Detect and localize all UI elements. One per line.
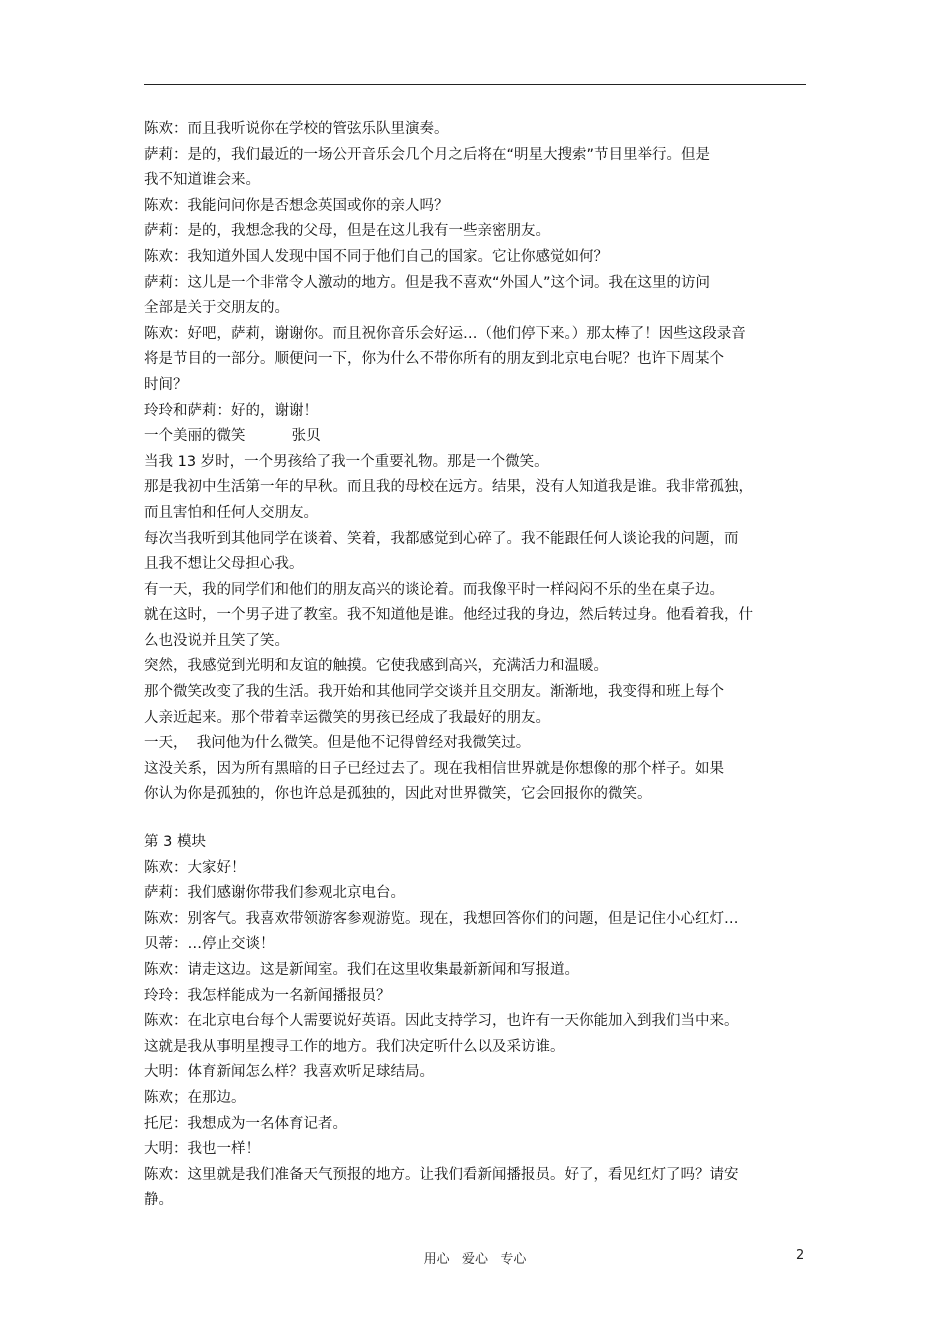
page-number: 2 <box>796 1248 805 1263</box>
text-line: 陈欢：而且我听说你在学校的管弦乐队里演奏。 <box>144 121 449 137</box>
text-block-part2 <box>144 830 814 1214</box>
text-line: 陈欢：这里就是我们准备天气预报的地方。让我们看新闻播报员。好了，看见红灯了吗？请安 <box>144 1166 739 1183</box>
text-line: 全部是关于交朋友的。 <box>144 300 289 317</box>
text-line: 而且害怕和任何人交朋友。 <box>144 504 318 521</box>
text-line: 玲玲和萨莉：好的，谢谢！ <box>144 402 318 419</box>
text-line: 静。 <box>144 1192 173 1209</box>
text-line: 陈欢：别客气。我喜欢带领游客参观游览。现在，我想回答你们的问题，但是记住小心红灯… <box>144 910 739 927</box>
text-line: 人亲近起来。那个带着幸运微笑的男孩已经成了我最好的朋友。 <box>144 709 550 726</box>
text-line: 每次当我听到其他同学在谈着、笑着，我都感觉到心碎了。我不能跟任何人谈论我的问题，而 <box>144 530 739 547</box>
text-line: 陈欢：请走这边。这是新闻室。我们在这里收集最新新闻和写报道。 <box>144 962 579 978</box>
text-line: 玲玲：我怎样能成为一名新闻播报员？ <box>144 987 391 1004</box>
text-line: 陈欢：我知道外国人发现中国不同于他们自己的国家。它让你感觉如何？ <box>144 248 608 265</box>
text-line: 陈欢：我能问问你是否想念英国或你的亲人吗？ <box>144 197 449 214</box>
header-rule <box>144 84 806 85</box>
footer-motto: 用心 爱心 专心 <box>423 1252 527 1267</box>
text-line: 陈欢：大家好！ <box>144 859 246 876</box>
text-line: 贝蒂：…停止交谈！ <box>144 936 275 953</box>
paragraph-gap <box>144 808 814 830</box>
text-line: 大明：体育新闻怎么样？我喜欢听足球结局。 <box>144 1064 434 1081</box>
text-line: 这没关系，因为所有黑暗的日子已经过去了。现在我相信世界就是你想像的那个样子。如果 <box>144 760 724 777</box>
text-line: 你认为你是孤独的，你也许总是孤独的，因此对世界微笑，它会回报你的微笑。 <box>144 786 652 803</box>
section-title-module-3: 第 3 模块 <box>144 834 206 851</box>
text-line: 萨莉：是的，我们最近的一场公开音乐会几个月之后将在“明星大搜索”节目里举行。但是 <box>144 146 711 163</box>
section-title-smile: 一个美丽的微笑 张贝 <box>144 428 321 445</box>
text-line: 这就是我从事明星搜寻工作的地方。我们决定听什么以及采访谁。 <box>144 1038 565 1055</box>
text-line: 时间？ <box>144 376 188 393</box>
text-line: 陈欢：在北京电台每个人需要说好英语。因此支持学习，也许有一天你能加入到我们当中来。 <box>144 1013 739 1030</box>
text-block-part1 <box>144 117 814 808</box>
text-line: 大明：我也一样！ <box>144 1141 260 1158</box>
text-line: 当我 13 岁时，一个男孩给了我一个重要礼物。那是一个微笑。 <box>144 453 549 470</box>
document-body <box>144 117 814 1214</box>
text-line: 萨莉：这儿是一个非常令人激动的地方。但是我不喜欢“外国人”这个词。我在这里的访问 <box>144 274 711 291</box>
text-line: 么也没说并且笑了笑。 <box>144 632 289 649</box>
text-line: 那是我初中生活第一年的早秋。而且我的母校在远方。结果，没有人知道我是谁。我非常孤独， <box>144 479 753 496</box>
text-line: 萨莉：是的，我想念我的父母，但是在这儿我有一些亲密朋友。 <box>144 223 550 240</box>
text-line: 我不知道谁会来。 <box>144 172 260 189</box>
text-line: 有一天，我的同学们和他们的朋友高兴的谈论着。而我像平时一样闷闷不乐的坐在桌子边。 <box>144 581 724 598</box>
text-line: 托尼：我想成为一名体育记者。 <box>144 1115 347 1132</box>
text-line: 就在这时，一个男子进了教室。我不知道他是谁。他经过我的身边，然后转过身。他看着我，什 <box>144 607 753 624</box>
text-line: 那个微笑改变了我的生活。我开始和其他同学交谈并且交朋友。渐渐地，我变得和班上每个 <box>144 684 724 701</box>
text-line: 陈欢：好吧，萨莉，谢谢你。而且祝你音乐会好运…（他们停下来。）那太棒了！因些这段录音 <box>144 325 746 342</box>
text-line: 萨莉：我们感谢你带我们参观北京电台。 <box>144 885 405 902</box>
text-line: 突然，我感觉到光明和友谊的触摸。它使我感到高兴，充满活力和温暖。 <box>144 658 608 675</box>
text-line: 且我不想让父母担心我。 <box>144 556 304 573</box>
text-line: 陈欢；在那边。 <box>144 1089 246 1106</box>
text-line: 一天， 我问他为什么微笑。但是他不记得曾经对我微笑过。 <box>144 735 531 752</box>
text-line: 将是节目的一部分。顺便问一下，你为什么不带你所有的朋友到北京电台呢？也许下周某个 <box>144 351 724 368</box>
